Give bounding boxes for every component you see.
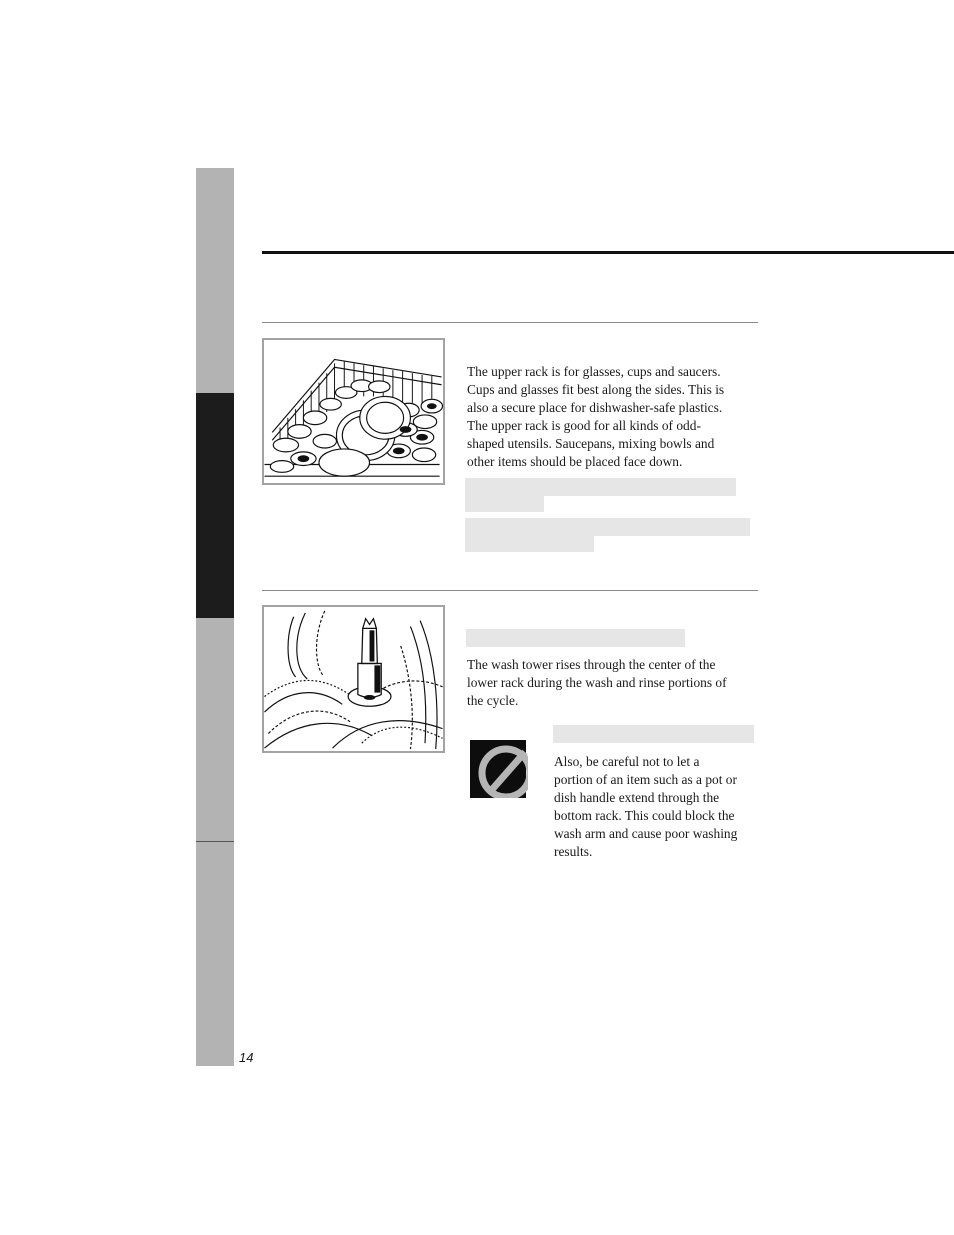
section-rule-lower xyxy=(262,590,758,591)
text-line: lower rack during the wash and rinse portions of xyxy=(467,675,727,690)
redacted-heading xyxy=(466,629,685,647)
text-line: The wash tower rises through the center of the xyxy=(467,657,716,672)
text-line: results. xyxy=(554,844,593,859)
wash-tower-illustration-icon xyxy=(262,605,445,753)
text-line: The upper rack is for glasses, cups and saucers. xyxy=(467,364,721,379)
text-line: Also, be careful not to let a xyxy=(554,754,700,769)
section-tab-active xyxy=(196,393,234,618)
text-line: The upper rack is good for all kinds of odd- xyxy=(467,418,701,433)
text-line: also a secure place for dishwasher-safe plastics. xyxy=(467,400,723,415)
section-tab-3 xyxy=(196,618,234,841)
upper-rack-text xyxy=(467,363,724,471)
tab-divider xyxy=(196,841,234,842)
redacted-block xyxy=(465,536,594,552)
text-line: wash arm and cause poor washing xyxy=(554,826,738,841)
redacted-block xyxy=(465,496,544,512)
text-line: portion of an item such as a pot or xyxy=(554,772,737,787)
page-header-rule xyxy=(262,251,954,254)
redacted-block xyxy=(465,518,750,536)
page-number: 14 xyxy=(239,1050,254,1065)
text-line: shaped utensils. Saucepans, mixing bowls and xyxy=(467,436,715,451)
text-line: dish handle extend through the xyxy=(554,790,720,805)
redacted-block xyxy=(465,478,736,496)
prohibition-icon xyxy=(470,740,528,798)
wash-tower-text xyxy=(467,656,727,710)
redacted-caution-heading xyxy=(553,725,754,743)
section-tab-1 xyxy=(196,168,234,393)
text-line: bottom rack. This could block the xyxy=(554,808,735,823)
text-line: other items should be placed face down. xyxy=(467,454,683,469)
caution-text xyxy=(554,753,737,861)
upper-rack-illustration-icon xyxy=(262,338,445,485)
section-rule-upper xyxy=(262,322,758,323)
text-line: the cycle. xyxy=(467,693,519,708)
text-line: Cups and glasses fit best along the sides. This is xyxy=(467,382,725,397)
section-tab-4 xyxy=(196,842,234,1066)
